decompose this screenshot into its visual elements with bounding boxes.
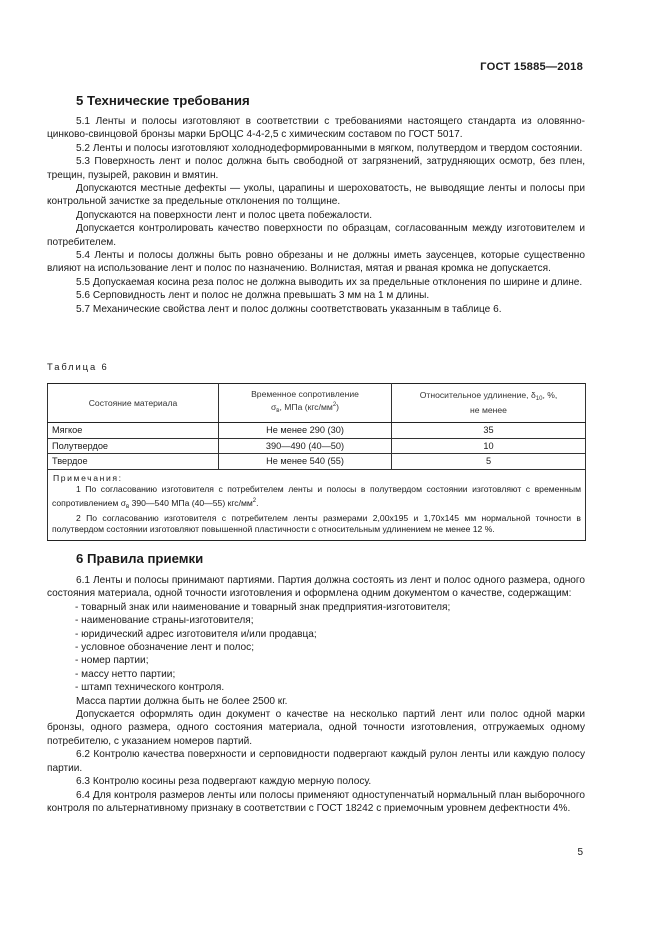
paragraph-tarnish: Допускаются на поверхности лент и полос цвета побежалости.: [76, 209, 373, 221]
paragraph-5-2: 5.2 Ленты и полосы изготовляют холоднодеформированными в мягком, полутвердом и твердом состоянии.: [76, 142, 583, 154]
table-notes-row: [48, 469, 586, 540]
table-row: [48, 438, 586, 454]
table-header-row: [48, 384, 586, 423]
paragraph-5-5: 5.5 Допускаемая косина реза полос не должна выводить их за предельные отклонения по ширине и длине.: [76, 276, 583, 288]
header-elongation: Относительное удлинение, $\delta_{10}$, %, не менее: [392, 384, 586, 423]
list-item: - товарный знак или наименование и товарный знак предприятия-изготовителя;: [75, 601, 451, 613]
list-item: - условное обозначение лент и полос;: [75, 642, 254, 654]
section-5-body: [47, 115, 585, 316]
table-notes: [48, 469, 586, 540]
cell-elongation: 35: [392, 423, 586, 439]
table-caption: Таблица 6: [47, 361, 109, 372]
list-item: - наименование страны-изготовителя;: [75, 615, 254, 627]
section-6-body: [47, 574, 585, 815]
paragraph-5-1: 5.1 Ленты и полосы изготовляют в соответствии с требованиями настоящего стандарта из оловянно-цинково-свинцовой бронзы марки БрОЦС 4-4-2,5 с химическим составом по ГОСТ 5017.: [47, 116, 585, 141]
table-row: [48, 454, 586, 470]
note-1: 1 По согласованию изготовителя с потребителем ленты и полосы в полутвердом состоянии изготовляют с временным сопротивлением $\sigma_в$ 390—540 МПа (40—55) кгс/$мм^2$.: [52, 484, 581, 510]
cell-state: Полутвердое: [48, 438, 219, 454]
paragraph-6-3: 6.3 Контролю косины реза подвергают каждую мерную полосу.: [76, 776, 372, 788]
paragraph-5-3: 5.3 Поверхность лент и полос должна быть свободной от загрязнений, затрудняющих осмотр, без плен, трещин, пузырей, раковин и вмятин.: [47, 156, 585, 181]
paragraph-6-4: 6.4 Для контроля размеров ленты или полосы применяют одноступенчатый нормальный план выборочного контроля по альтернативному признаку в соответствии с ГОСТ 18242 с приемочным уровнем дефектности 4%.: [47, 789, 585, 814]
section-6-title: 6 Правила приемки: [76, 551, 204, 566]
section-5-title: 5 Технические требования: [76, 93, 250, 108]
cell-state: Твердое: [48, 454, 219, 470]
paragraph-5-7: 5.7 Механические свойства лент и полос должны соответствовать указанным в таблице 6.: [76, 303, 502, 315]
cell-state: Мягкое: [48, 423, 219, 439]
cell-strength: 390—490 (40—50): [219, 438, 392, 454]
note-2: 2 По согласованию изготовителя с потребителем ленты размерами 2,00х195 и 1,70х145 мм нормальной точности в полутвердом состоянии изготовляют повышенной пластичности с относительным удлинением не менее 12 %.: [52, 513, 581, 535]
paragraph-5-6: 5.6 Серповидность лент и полос не должна превышать 3 мм на 1 м длины.: [76, 290, 430, 302]
paragraph-surface-samples: Допускается контролировать качество поверхности по образцам, согласованным между изготовителем и потребителем.: [47, 223, 585, 248]
paragraph-5-4: 5.4 Ленты и полосы должны быть ровно обрезаны и не должны иметь заусенцев, которые существенно влияют на использование лент и полос по назначению. Волнистая, мятая и рваная кромка не допускается.: [47, 250, 585, 275]
cell-strength: Не менее 540 (55): [219, 454, 392, 470]
cell-strength: Не менее 290 (30): [219, 423, 392, 439]
cell-elongation: 10: [392, 438, 586, 454]
header-tensile-strength: Временное сопротивление $\sigma_в$, МПа $(кгс/мм^2)$: [219, 384, 392, 423]
list-item: - юридический адрес изготовителя и/или продавца;: [75, 628, 317, 640]
standard-number: ГОСТ 15885—2018: [480, 61, 583, 73]
page-number: 5: [577, 847, 583, 858]
paragraph-lot-mass: Масса партии должна быть не более 2500 кг.: [76, 695, 288, 707]
cell-elongation: 5: [392, 454, 586, 470]
paragraph-6-1: 6.1 Ленты и полосы принимают партиями. Партия должна состоять из лент и полос одного размера, одного состояния материала, одной точности изготовления и оформлена одним документом о качестве, содержащим:: [47, 575, 585, 600]
list-item: - штамп технического контроля.: [75, 682, 225, 694]
notes-title: Примечания:: [53, 472, 123, 483]
header-material-state: Состояние материала: [48, 384, 219, 423]
mechanical-properties-table: [47, 383, 586, 541]
paragraph-quality-document: Допускается оформлять один документ о качестве на несколько партий лент или полос одной марки бронзы, одного размера, одного состояния материала, одной точности изготовления, отгружаемых одному потребителю, с указанием номеров партий.: [47, 709, 585, 747]
paragraph-6-2: 6.2 Контролю качества поверхности и серповидности подвергают каждый рулон ленты или каждую полосу партии.: [47, 749, 585, 774]
table-row: [48, 423, 586, 439]
paragraph-local-defects: Допускаются местные дефекты — уколы, царапины и шероховатость, не выводящие ленты и полосы при контрольной зачистке за предельные отклонения по толщине.: [47, 183, 585, 208]
list-item: - массу нетто партии;: [75, 668, 176, 680]
list-item: - номер партии;: [75, 655, 149, 667]
